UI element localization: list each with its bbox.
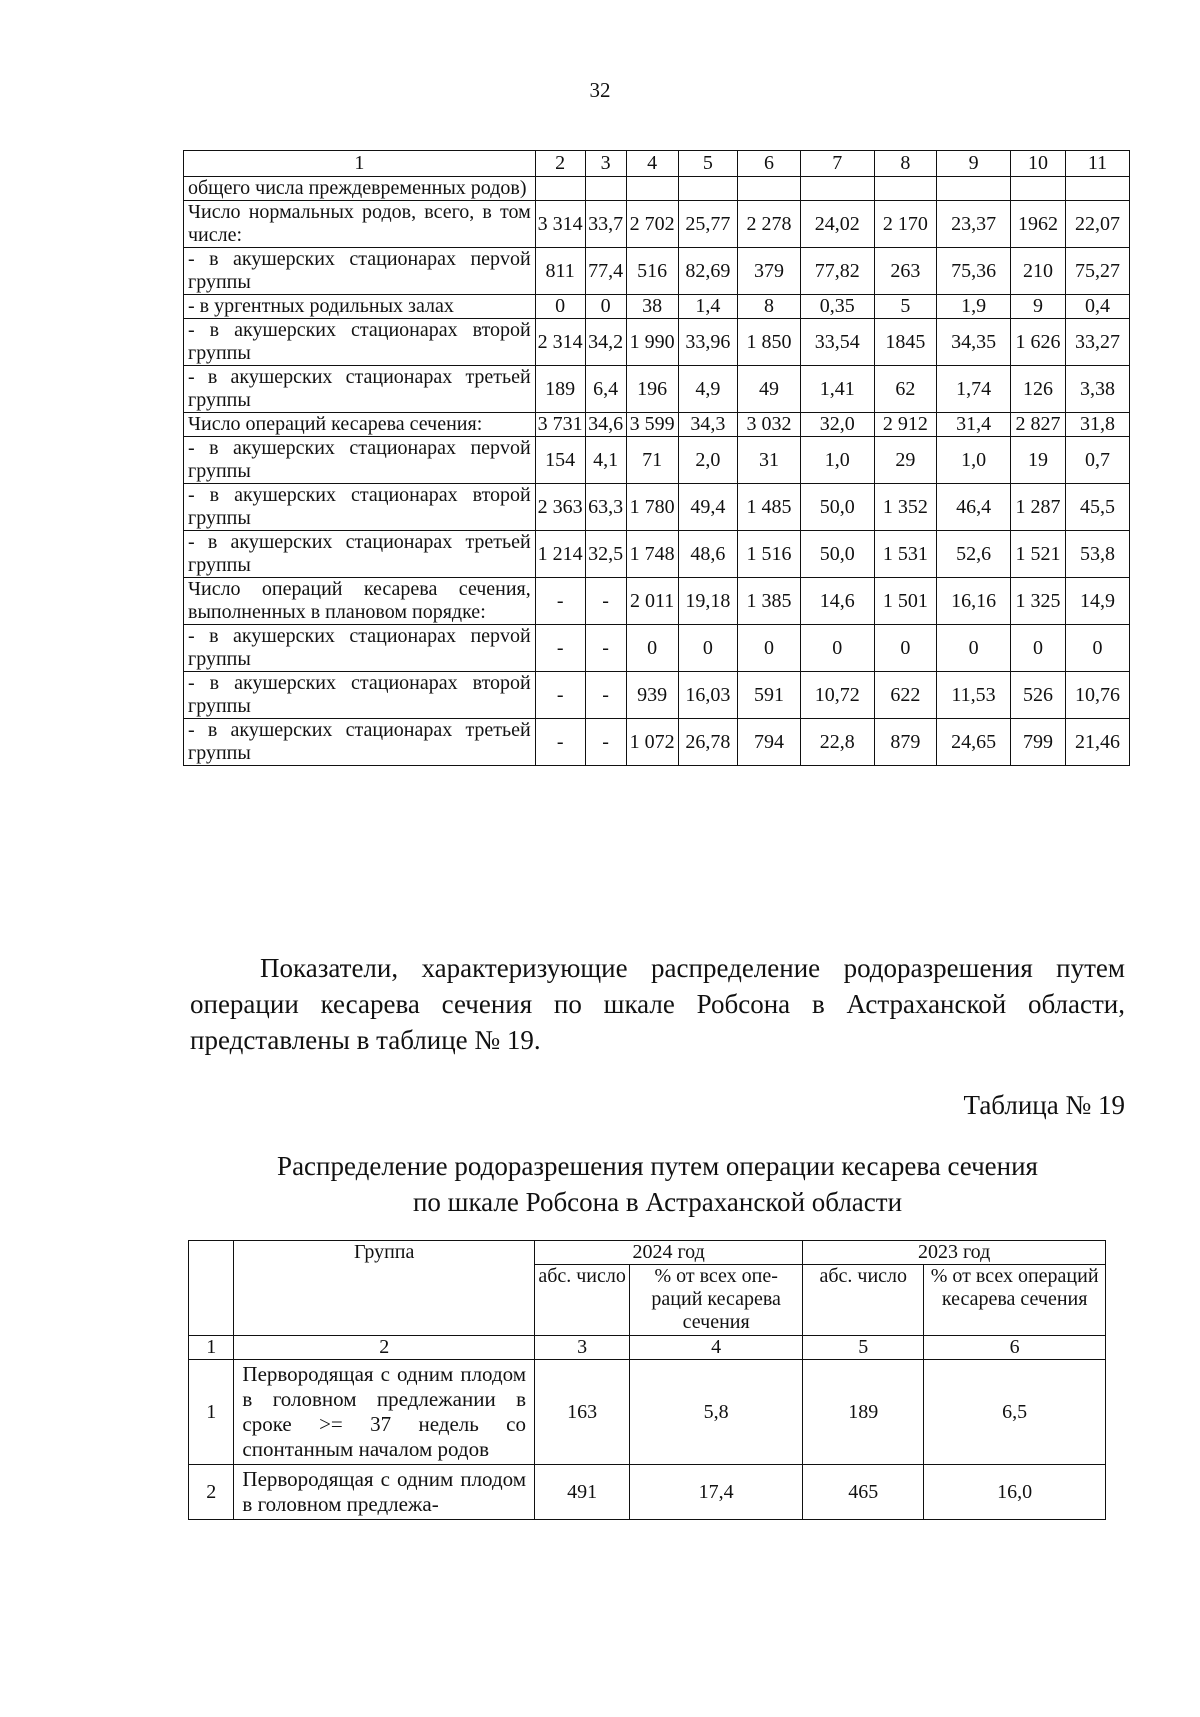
table-cell: - (585, 578, 626, 625)
table-cell: 379 (738, 248, 801, 295)
robson-abs-2024: 163 (535, 1360, 630, 1465)
table-cell: 794 (738, 719, 801, 766)
table-cell: 811 (535, 248, 585, 295)
table-cell (585, 177, 626, 201)
table-cell: 0,4 (1066, 295, 1130, 319)
table-cell: 4,1 (585, 437, 626, 484)
table-cell: 3 731 (535, 413, 585, 437)
table-cell: 3 032 (738, 413, 801, 437)
row-label: - в ургентных родильных залах (184, 295, 536, 319)
row-label: - в акушерских стационарах третьей группы (184, 531, 536, 578)
intro-paragraph: Показатели, характеризующие распределение родоразрешения путем операции кесарева сечения по шкале Робсона в Астраханской области, представлены в таблице № 19. (190, 953, 1125, 1055)
table-cell (937, 177, 1011, 201)
column-number-7: 7 (800, 151, 874, 177)
table-cell: 24,65 (937, 719, 1011, 766)
robson-row (189, 1465, 1106, 1520)
robson-row-number: 1 (189, 1360, 234, 1465)
table-cell: 11,53 (937, 672, 1011, 719)
table-cell: 19,18 (678, 578, 738, 625)
column-number-1: 1 (184, 151, 536, 177)
row-label: - в акушерских стационарах второй группы (184, 319, 536, 366)
table-cell: 33,7 (585, 201, 626, 248)
table-cell: 263 (874, 248, 937, 295)
table-cell: 1962 (1010, 201, 1065, 248)
robson-abs-2023: 465 (803, 1465, 924, 1520)
table-cell: 2 170 (874, 201, 937, 248)
robson-header-pct-2023: % от всех операций кесарева сечения (924, 1265, 1106, 1336)
table-cell: 3,38 (1066, 366, 1130, 413)
table-cell: - (535, 672, 585, 719)
table-cell: 1 501 (874, 578, 937, 625)
table-cell: 22,8 (800, 719, 874, 766)
table-cell: 0 (585, 295, 626, 319)
table-cell: 2 011 (626, 578, 678, 625)
table-cell: 1 990 (626, 319, 678, 366)
table-cell: 14,6 (800, 578, 874, 625)
table-cell: 32,0 (800, 413, 874, 437)
robson-column-number: 2 (234, 1336, 535, 1360)
table-cell: 2 702 (626, 201, 678, 248)
row-label: - в акушерских стационарах перvой группы (184, 248, 536, 295)
table-cell: 1,0 (800, 437, 874, 484)
table-row (184, 672, 1130, 719)
robson-header-group: Группа (234, 1241, 535, 1336)
table-cell (800, 177, 874, 201)
table-cell: 0,35 (800, 295, 874, 319)
row-label: - в акушерских стационарах второй группы (184, 672, 536, 719)
table-cell: 38 (626, 295, 678, 319)
table-cell: 3 599 (626, 413, 678, 437)
table-cell: 1 531 (874, 531, 937, 578)
table-cell: 2 278 (738, 201, 801, 248)
robson-column-number: 5 (803, 1336, 924, 1360)
table-row (184, 366, 1130, 413)
robson-header-row-1 (189, 1241, 1106, 1265)
table-cell: 2 827 (1010, 413, 1065, 437)
column-number-2: 2 (535, 151, 585, 177)
table-cell: 1 626 (1010, 319, 1065, 366)
table-cell: 49 (738, 366, 801, 413)
table-cell: 32,5 (585, 531, 626, 578)
table-cell: 16,03 (678, 672, 738, 719)
table-column-number-row (184, 151, 1130, 177)
row-label: - в акушерских стационарах перvой группы (184, 437, 536, 484)
table-cell: 24,02 (800, 201, 874, 248)
column-number-11: 11 (1066, 151, 1130, 177)
table-cell: 10,76 (1066, 672, 1130, 719)
table-cell (535, 177, 585, 201)
table-cell: - (585, 719, 626, 766)
table-cell: 1 780 (626, 484, 678, 531)
table-cell: 879 (874, 719, 937, 766)
table-cell: 0 (535, 295, 585, 319)
table-cell: 0 (626, 625, 678, 672)
table-row (184, 319, 1130, 366)
table-cell: 2 314 (535, 319, 585, 366)
robson-column-number: 3 (535, 1336, 630, 1360)
table-cell: 8 (738, 295, 801, 319)
table-cell: 799 (1010, 719, 1065, 766)
table-cell: 1,0 (937, 437, 1011, 484)
table-cell: 1 485 (738, 484, 801, 531)
table-cell: 0 (738, 625, 801, 672)
table-cell: 63,3 (585, 484, 626, 531)
robson-row (189, 1360, 1106, 1465)
robson-pct-2023: 6,5 (924, 1360, 1106, 1465)
table-cell: 3 314 (535, 201, 585, 248)
table-cell: 82,69 (678, 248, 738, 295)
table-cell: 10,72 (800, 672, 874, 719)
robson-abs-2023: 189 (803, 1360, 924, 1465)
table-cell: 189 (535, 366, 585, 413)
table-cell: 62 (874, 366, 937, 413)
table-cell: 33,96 (678, 319, 738, 366)
table-row (184, 578, 1130, 625)
table-cell: 49,4 (678, 484, 738, 531)
table-cell (678, 177, 738, 201)
page-number: 32 (589, 78, 611, 102)
table-cell: 34,2 (585, 319, 626, 366)
table-row (184, 413, 1130, 437)
robson-column-number: 1 (189, 1336, 234, 1360)
robson-abs-2024: 491 (535, 1465, 630, 1520)
robson-header-abs-2024: абс. число (535, 1265, 630, 1336)
table-cell: 31,8 (1066, 413, 1130, 437)
robson-header-2024: 2024 год (535, 1241, 803, 1265)
row-label: - в акушерских стационарах третьей группы (184, 366, 536, 413)
table-row (184, 295, 1130, 319)
table-row (184, 719, 1130, 766)
table-cell: 77,4 (585, 248, 626, 295)
robson-header-blank (189, 1241, 234, 1336)
row-label: Число операций кесарева сечения, выполненных в плановом порядке: (184, 578, 536, 625)
table-cell: 939 (626, 672, 678, 719)
table-cell: 0 (874, 625, 937, 672)
table-cell: 5 (874, 295, 937, 319)
table-cell: 1 385 (738, 578, 801, 625)
table-cell: 33,27 (1066, 319, 1130, 366)
table-cell: 1845 (874, 319, 937, 366)
perinatal-table (183, 150, 1130, 766)
column-number-3: 3 (585, 151, 626, 177)
table-cell: 22,07 (1066, 201, 1130, 248)
table-cell: 50,0 (800, 484, 874, 531)
table-cell: 210 (1010, 248, 1065, 295)
table-cell: 14,9 (1066, 578, 1130, 625)
table-cell: 1,74 (937, 366, 1011, 413)
table-row (184, 437, 1130, 484)
table-cell: 1 287 (1010, 484, 1065, 531)
table-row (184, 484, 1130, 531)
table-cell: 1 516 (738, 531, 801, 578)
row-label: - в акушерских стационарах второй группы (184, 484, 536, 531)
robson-column-number: 6 (924, 1336, 1106, 1360)
table-cell: 53,8 (1066, 531, 1130, 578)
table-row (184, 177, 1130, 201)
table-cell: 16,16 (937, 578, 1011, 625)
table-cell: 1 850 (738, 319, 801, 366)
robson-group-label: Первородящая с одним плодом в головном предлежании в сроке >= 37 недель со спонтанным началом родов (234, 1360, 535, 1465)
robson-group-label: Первородящая с одним плодом в головном предлежа- (234, 1465, 535, 1520)
table-cell: 4,9 (678, 366, 738, 413)
table-cell: 34,6 (585, 413, 626, 437)
table-cell: 0 (1066, 625, 1130, 672)
table-cell (626, 177, 678, 201)
table-cell: 591 (738, 672, 801, 719)
robson-number-row (189, 1336, 1106, 1360)
table-cell: 1 325 (1010, 578, 1065, 625)
caption-line-2: по шкале Робсона в Астраханской области (412, 1187, 903, 1217)
row-label: - в акушерских стационарах перvой группы (184, 625, 536, 672)
table-cell: 1 521 (1010, 531, 1065, 578)
robson-pct-2024: 5,8 (630, 1360, 803, 1465)
column-number-5: 5 (678, 151, 738, 177)
robson-pct-2024: 17,4 (630, 1465, 803, 1520)
table-cell: 45,5 (1066, 484, 1130, 531)
table-cell: 0 (678, 625, 738, 672)
table-cell: 21,46 (1066, 719, 1130, 766)
table-cell: 526 (1010, 672, 1065, 719)
row-label: Число нормальных родов, всего, в том числе: (184, 201, 536, 248)
table-cell: - (535, 578, 585, 625)
row-label: - в акушерских стационарах третьей группы (184, 719, 536, 766)
table-caption (190, 1148, 1125, 1220)
column-number-10: 10 (1010, 151, 1065, 177)
table-cell: 1 352 (874, 484, 937, 531)
table-cell: 23,37 (937, 201, 1011, 248)
table-cell: - (585, 625, 626, 672)
table-cell: 2,0 (678, 437, 738, 484)
table-cell: 2 363 (535, 484, 585, 531)
table-cell: 77,82 (800, 248, 874, 295)
column-number-4: 4 (626, 151, 678, 177)
robson-header-2023: 2023 год (803, 1241, 1106, 1265)
table-cell: 48,6 (678, 531, 738, 578)
table-cell: 75,27 (1066, 248, 1130, 295)
caption-line-1: Распределение родоразрешения путем операции кесарева сечения (277, 1151, 1038, 1181)
table-row (184, 201, 1130, 248)
table-cell: 50,0 (800, 531, 874, 578)
robson-header-abs-2023: абс. число (803, 1265, 924, 1336)
table-cell: 0,7 (1066, 437, 1130, 484)
table-cell: 34,35 (937, 319, 1011, 366)
table-cell: 34,3 (678, 413, 738, 437)
robson-row-number: 2 (189, 1465, 234, 1520)
table-cell: 33,54 (800, 319, 874, 366)
table-cell: 1 748 (626, 531, 678, 578)
column-number-6: 6 (738, 151, 801, 177)
robson-table (188, 1240, 1106, 1520)
table-cell (1066, 177, 1130, 201)
table-cell (874, 177, 937, 201)
column-number-8: 8 (874, 151, 937, 177)
row-label: Число операций кесарева сечения: (184, 413, 536, 437)
robson-column-number: 4 (630, 1336, 803, 1360)
table-cell: 1,4 (678, 295, 738, 319)
table-cell: 196 (626, 366, 678, 413)
robson-header-pct-2024: % от всех операций кесарева сечения (630, 1265, 803, 1336)
table-number: Таблица № 19 (963, 1090, 1125, 1120)
table-cell: 622 (874, 672, 937, 719)
table-cell: 71 (626, 437, 678, 484)
table-row (184, 625, 1130, 672)
table-cell: 1,41 (800, 366, 874, 413)
table-cell: 6,4 (585, 366, 626, 413)
table-cell: 2 912 (874, 413, 937, 437)
table-cell (1010, 177, 1065, 201)
table-cell: 1 072 (626, 719, 678, 766)
table-cell: 31,4 (937, 413, 1011, 437)
table-cell: 0 (937, 625, 1011, 672)
table-cell: 0 (800, 625, 874, 672)
table-cell: 26,78 (678, 719, 738, 766)
table-cell: 75,36 (937, 248, 1011, 295)
table-cell: - (535, 719, 585, 766)
table-cell: - (535, 625, 585, 672)
table-cell: 1,9 (937, 295, 1011, 319)
table-cell: 126 (1010, 366, 1065, 413)
table-cell (738, 177, 801, 201)
table-cell: 25,77 (678, 201, 738, 248)
column-number-9: 9 (937, 151, 1011, 177)
table-cell: 516 (626, 248, 678, 295)
table-row (184, 531, 1130, 578)
robson-pct-2023: 16,0 (924, 1465, 1106, 1520)
table-cell: 1 214 (535, 531, 585, 578)
table-cell: 19 (1010, 437, 1065, 484)
table-cell: 29 (874, 437, 937, 484)
table-cell: 46,4 (937, 484, 1011, 531)
table-cell: 9 (1010, 295, 1065, 319)
table-cell: 0 (1010, 625, 1065, 672)
table-cell: 52,6 (937, 531, 1011, 578)
table-cell: 31 (738, 437, 801, 484)
row-label: общего числа преждевременных родов) (184, 177, 536, 201)
table-cell: 154 (535, 437, 585, 484)
table-row (184, 248, 1130, 295)
table-cell: - (585, 672, 626, 719)
